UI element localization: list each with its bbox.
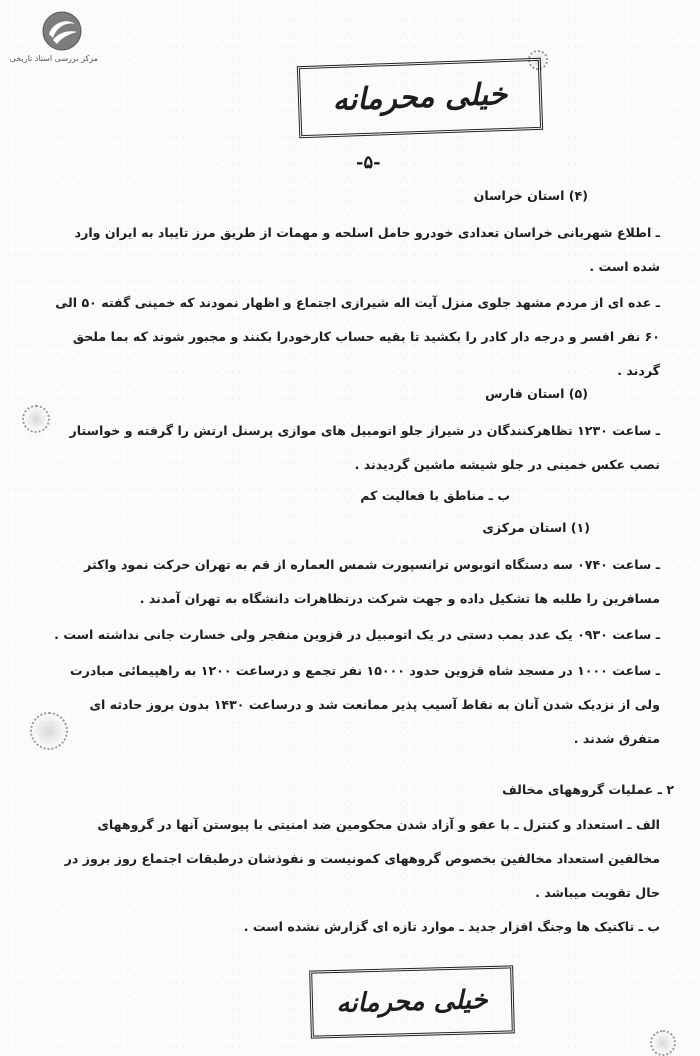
paragraph: ـ ساعت ۰۹۳۰ یک عدد بمب دستی در یک اتومبیل در قزوین منفجر ولی خسارت جانی نداشته است . — [54, 627, 660, 642]
section-heading-low-activity: ب ـ مناطق با فعالیت کم — [360, 488, 510, 503]
paragraph: ب ـ تاکتیک ها وجنگ افزار جدید ـ موارد تازه ای گزارش نشده است . — [243, 919, 660, 934]
scan-smudge — [22, 405, 50, 433]
archive-logo-icon — [41, 10, 83, 52]
paragraph: ـ عده ای از مردم مشهد جلوی منزل آیت اله شیرازی اجتماع و اظهار نمودند که خمینی گفته ۵۰ الی ۶۰ نفر افسر و درجه دار کادر را بکشید تا بقیه حساب کارخودرا بکنند و مجبور شوند که بما ملحق گردند . — [55, 295, 660, 378]
section-heading-opposition: ۲ ـ عملیات گروههای مخالف — [502, 782, 674, 797]
paragraph: ـ اطلاع شهربانی خراسان تعدادی خودرو حامل اسلحه و مهمات از طریق مرز تایباد به ایران وارد شده است . — [74, 225, 660, 274]
section-body-markazi — [50, 548, 660, 756]
section-body-khorasan — [50, 216, 660, 388]
archive-logo-caption: مرکز بررسی اسناد تاریخی — [9, 54, 98, 63]
section-body-fars — [50, 414, 660, 482]
archive-logo — [9, 10, 98, 63]
paragraph: الف ـ استعداد و کنترل ـ با عفو و آزاد شدن محکومین ضد امنیتی با پیوستن آنها در گروههای مخالفین استعداد مخالفین بخصوص گروههای کمونیست و نفوذشان درطبقات اجتماع روز بروز در حال تقویت میباشد . — [64, 817, 660, 900]
section-heading-khorasan: (۴) استان خراسان — [473, 188, 588, 203]
page-number: -۵- — [356, 152, 381, 173]
paragraph: ـ ساعت ۱۰۰۰ در مسجد شاه قزوین حدود ۱۵۰۰۰ نفر تجمع و درساعت ۱۲۰۰ به راهپیمائی مبادرت ولی از نزدیک شدن آنان به نقاط آسیب پذیر ممانعت شد و درساعت ۱۴۳۰ بدون بروز حادثه ای متفرق شدند . — [70, 663, 660, 746]
paragraph: ـ ساعت ۰۷۴۰ سه دستگاه اتوبوس ترانسپورت شمس العماره از قم به تهران حرکت نمود واکثر مسافرین را طلبه ها تشکیل داده و جهت شرکت درتظاهرات دانشگاه به تهران آمدند . — [84, 557, 660, 606]
classification-stamp-top: خیلی محرمانه — [297, 58, 543, 138]
paragraph: ـ ساعت ۱۲۳۰ تظاهرکنندگان در شیراز جلو اتومبیل های موازی پرسنل ارتش را گرفته و خواستار نصب عکس خمینی در جلو شیشه ماشین گردیدند . — [69, 423, 660, 472]
classification-stamp-bottom: خیلی محرمانه — [309, 965, 515, 1038]
scan-smudge — [650, 1030, 676, 1056]
section-heading-fars: (۵) استان فارس — [485, 386, 588, 401]
section-body-opposition — [50, 808, 660, 944]
section-subheading-markazi: (۱) استان مرکزی — [482, 520, 590, 535]
